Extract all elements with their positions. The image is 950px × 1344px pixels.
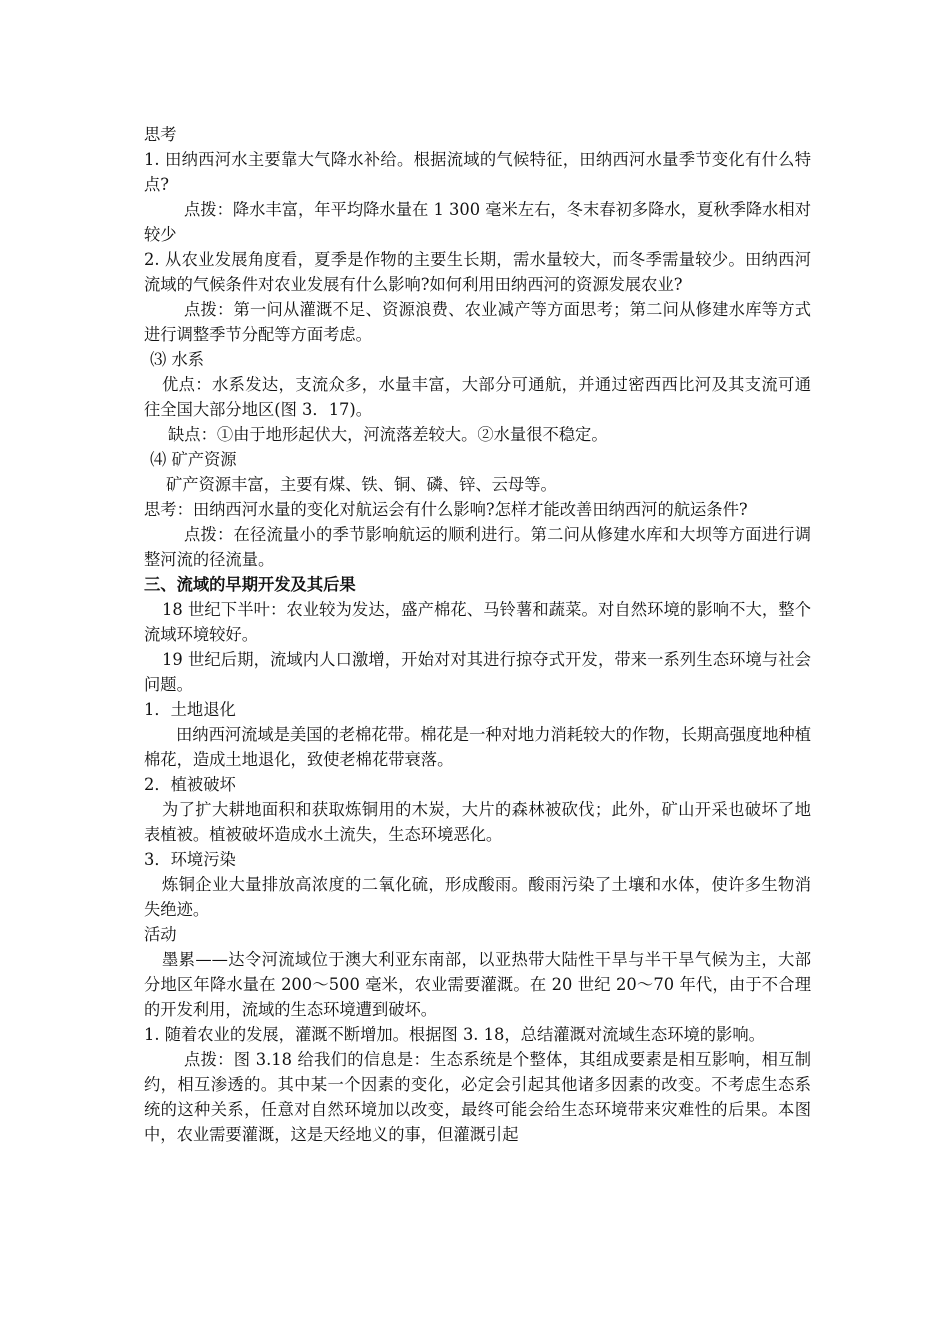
pollution-paragraph: 炼铜企业大量排放高浓度的二氧化硫，形成酸雨。酸雨污染了土壤和水体，使许多生物消失绝迹。 xyxy=(144,875,811,919)
subheading-vegetation: 2．植被破坏 xyxy=(144,775,236,794)
disadvantages-paragraph: 缺点：①由于地形起伏大，河流落差较大。②水量很不稳定。 xyxy=(168,425,608,444)
vegetation-paragraph: 为了扩大耕地面积和获取炼铜用的木炭，大片的森林被砍伐；此外，矿山开采也破坏了地表植被。植被破坏造成水土流失，生态环境恶化。 xyxy=(144,800,811,844)
heading-thinking: 思考 xyxy=(144,125,177,144)
paragraph-19th-century: 19 世纪后期，流域内人口激增，开始对对其进行掠夺式开发，带来一系列生态环境与社会问题。 xyxy=(144,650,811,694)
question-navigation: 思考：田纳西河水量的变化对航运会有什么影响?怎样才能改善田纳西河的航运条件? xyxy=(144,500,748,519)
hint-navigation: 点拨：在径流量小的季节影响航运的顺利进行。第二问从修建水库和大坝等方面进行调整河流的径流量。 xyxy=(144,525,811,569)
land-degradation-paragraph: 田纳西河流域是美国的老棉花带。棉花是一种对地力消耗较大的作物，长期高强度地种植棉花，造成土地退化，致使老棉花带衰落。 xyxy=(144,725,811,769)
subheading-minerals: ⑷ 矿产资源 xyxy=(150,450,237,469)
advantages-paragraph: 优点：水系发达，支流众多，水量丰富，大部分可通航，并通过密西西比河及其支流可通往全国大部分地区(图 3．17)。 xyxy=(144,375,811,419)
question-2: 2. 从农业发展角度看，夏季是作物的主要生长期，需水量较大，而冬季需量较少。田纳西河流域的气候条件对农业发展有什么影响?如何利用田纳西河的资源发展农业? xyxy=(144,250,811,294)
activity-question-1: 1. 随着农业的发展，灌溉不断增加。根据图 3. 18，总结灌溉对流域生态环境的影响。 xyxy=(144,1025,765,1044)
subheading-land-degradation: 1．土地退化 xyxy=(144,700,236,719)
murray-darling-paragraph: 墨累——达令河流域位于澳大利亚东南部，以亚热带大陆性干旱与半干旱气候为主，大部分地区年降水量在 200～500 毫米，农业需要灌溉。在 20 世纪 20～70 年代，由于不合理的开发利用，流域的生态环境遭到破坏。 xyxy=(144,950,811,1019)
minerals-paragraph: 矿产资源丰富，主要有煤、铁、铜、磷、锌、云母等。 xyxy=(166,475,557,494)
section-heading-3: 三、流域的早期开发及其后果 xyxy=(144,575,356,594)
hint-1: 点拨：降水丰富，年平均降水量在 1 300 毫米左右，冬末春初多降水，夏秋季降水相对较少 xyxy=(144,200,811,244)
hint-2: 点拨：第一问从灌溉不足、资源浪费、农业减产等方面思考；第二问从修建水库等方式进行调整季节分配等方面考虑。 xyxy=(144,300,811,344)
question-1: 1. 田纳西河水主要靠大气降水补给。根据流域的气候特征，田纳西河水量季节变化有什么特点? xyxy=(144,150,811,194)
activity-hint-1: 点拨：图 3.18 给我们的信息是：生态系统是个整体，其组成要素是相互影响，相互制约，相互渗透的。其中某一个因素的变化，必定会引起其他诸多因素的改变。不考虑生态系统的这种关系，任意对自然环境加以改变，最终可能会给生态环境带来灾难性的后果。本图中，农业需要灌溉，这是天经地义的事，但灌溉引起 xyxy=(144,1050,811,1144)
paragraph-18th-century: 18 世纪下半叶：农业较为发达，盛产棉花、马铃薯和蔬菜。对自然环境的影响不大，整个流域环境较好。 xyxy=(144,600,811,644)
document-page xyxy=(144,122,811,1147)
subheading-water-system: ⑶ 水系 xyxy=(150,350,205,369)
heading-activity: 活动 xyxy=(144,925,177,944)
subheading-pollution: 3．环境污染 xyxy=(144,850,236,869)
